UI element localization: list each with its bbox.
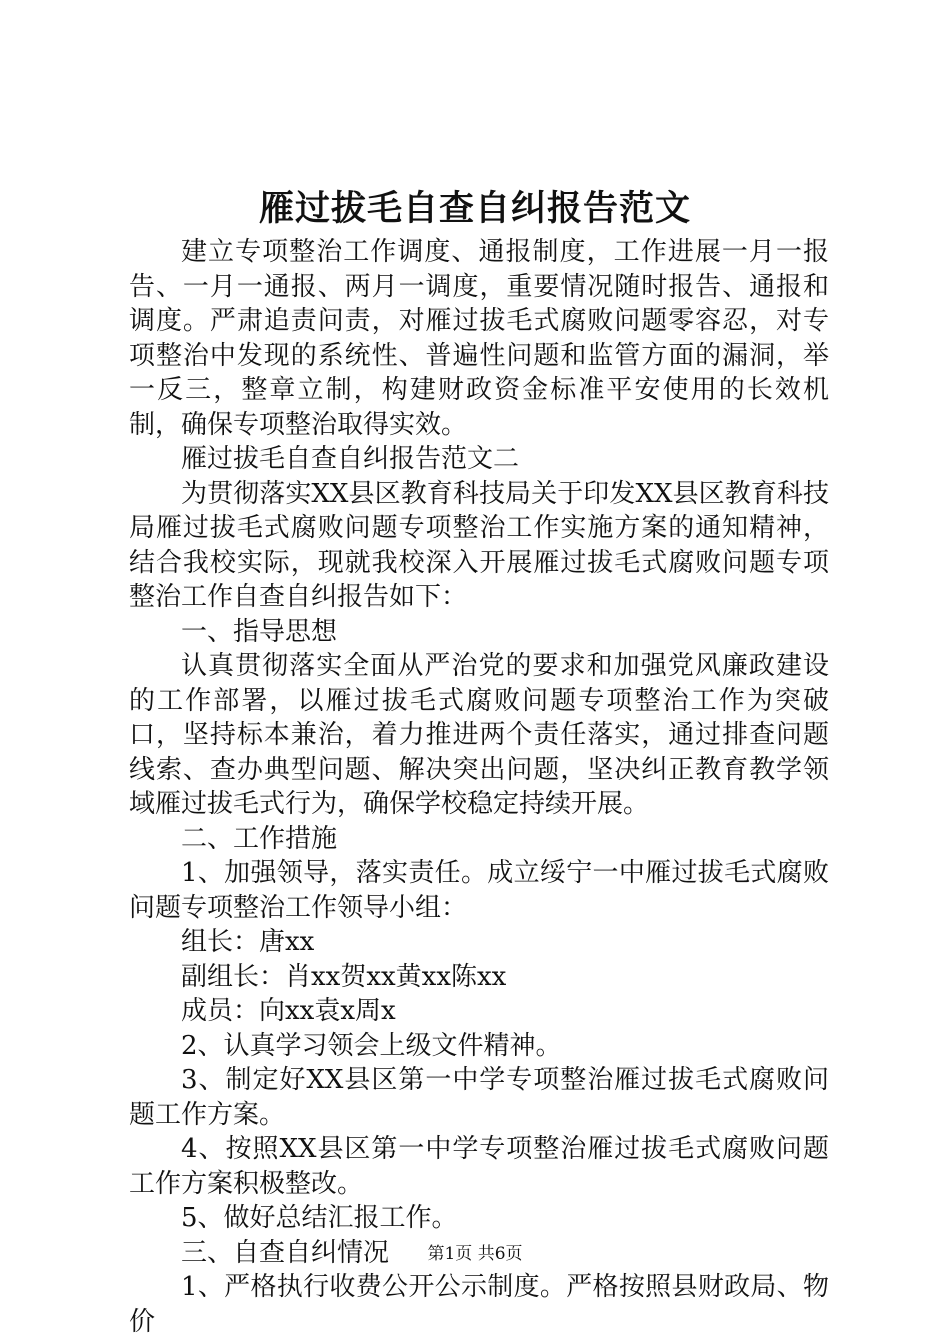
paragraph: 3、制定好XX县区第一中学专项整治雁过拔毛式腐败问题工作方案。 — [129, 1065, 829, 1130]
list-item: 副组长：肖xx贺xx黄xx陈xx — [181, 961, 507, 992]
paragraph: 4、按照XX县区第一中学专项整治雁过拔毛式腐败问题工作方案积极整改。 — [129, 1134, 829, 1199]
paragraph: 5、做好总结汇报工作。 — [181, 1203, 458, 1233]
section-heading: 二、工作措施 — [181, 823, 338, 854]
document-title: 雁过拔毛自查自纠报告范文 — [258, 188, 691, 229]
page-footer: 第1页 共6页 — [427, 1244, 523, 1264]
paragraph: 建立专项整治工作调度、通报制度，工作进展一月一报告、一月一通报、两月一调度，重要情况随时报告、通报和调度。严肃追责问责，对雁过拔毛式腐败问题零容忍，对专项整治中发现的系统性、普遍性问题和监管方面的漏洞，举一反三，整章立制，构建财政资金标准平安使用的长效机制，确保专项整治取得实效。 — [129, 237, 829, 440]
paragraph: 2、认真学习领会上级文件精神。 — [181, 1030, 562, 1061]
paragraph: 认真贯彻落实全面从严治党的要求和加强党风廉政建设的工作部署，以雁过拔毛式腐败问题专项整治工作为突破口，坚持标本兼治，着力推进两个责任落实，通过排查问题线索、查办典型问题、解决突出问题，坚决纠正教育教学领域雁过拔毛式行为，确保学校稳定持续开展。 — [129, 651, 829, 819]
list-item: 组长：唐xx — [181, 927, 315, 957]
section-heading: 一、指导思想 — [181, 616, 338, 647]
section-subtitle: 雁过拔毛自查自纠报告范文二 — [181, 444, 520, 474]
paragraph: 1、严格执行收费公开公示制度。严格按照县财政局、物价 — [129, 1272, 829, 1337]
list-item: 成员：向xx袁x周x — [181, 996, 396, 1026]
document-body — [129, 235, 829, 1339]
paragraph: 为贯彻落实XX县区教育科技局关于印发XX县区教育科技局雁过拔毛式腐败问题专项整治工作实施方案的通知精神，结合我校实际，现就我校深入开展雁过拔毛式腐败问题专项整治工作自查自纠报告如下： — [129, 478, 829, 612]
section-heading: 三、自查自纠情况 — [181, 1237, 390, 1268]
paragraph: 1、加强领导，落实责任。成立绥宁一中雁过拔毛式腐败问题专项整治工作领导小组： — [129, 858, 829, 923]
